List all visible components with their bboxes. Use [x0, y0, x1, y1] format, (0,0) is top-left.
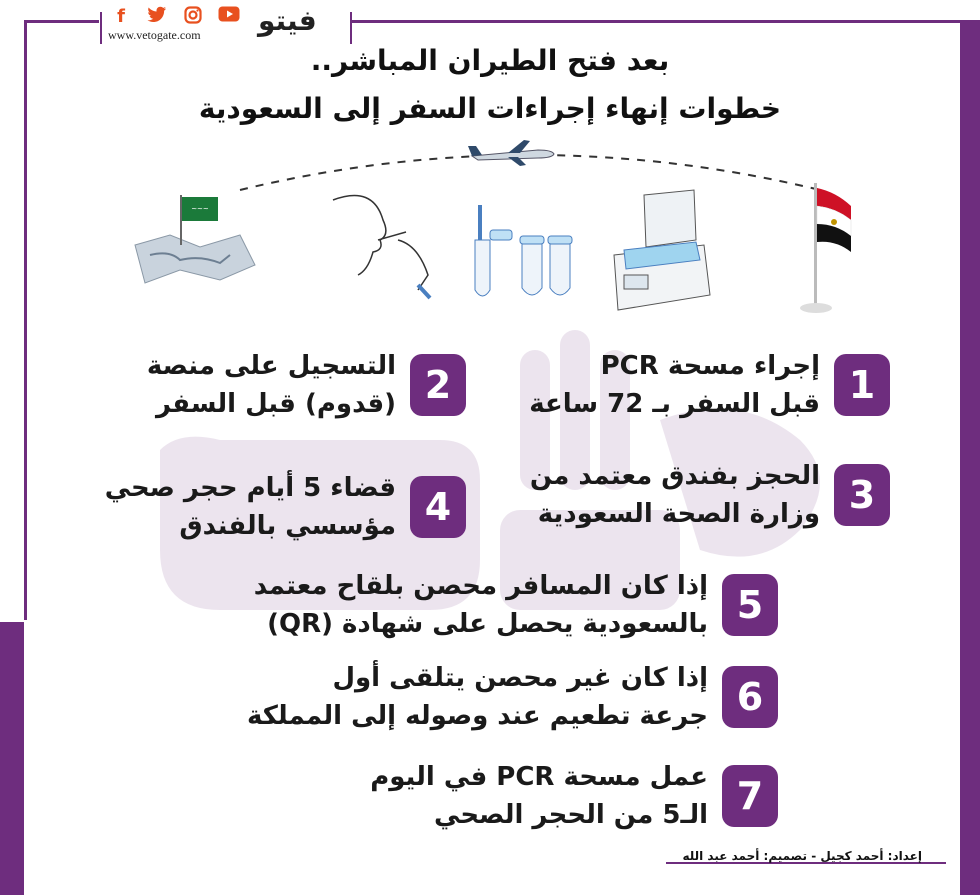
step-number: 2: [410, 354, 466, 416]
egypt-flag-icon: [796, 178, 866, 318]
frame-top-left: [24, 20, 99, 23]
frame-top-right: [352, 20, 962, 23]
logo-text: فيتو: [258, 4, 317, 37]
step-line-1: إجراء مسحة PCR: [600, 351, 820, 381]
credits: إعداد: أحمد كجيل - تصميم: أحمد عبد الله: [682, 849, 922, 863]
instagram-icon[interactable]: [182, 6, 204, 28]
frame-right-bar: [960, 20, 980, 895]
pcr-machine-icon: [604, 185, 714, 315]
svg-text:~~~: ~~~: [191, 205, 209, 213]
step-text: [105, 469, 410, 545]
step-number: 3: [834, 464, 890, 526]
header: [100, 4, 350, 44]
step-line-2: قبل السفر بـ 72 ساعة: [529, 389, 820, 419]
header-separator: [100, 12, 102, 44]
step-6: [232, 659, 778, 735]
step-text: [370, 758, 722, 834]
youtube-icon[interactable]: [218, 6, 240, 28]
frame-left-bar: [0, 622, 24, 895]
step-number: 6: [722, 666, 778, 728]
step-line-1: قضاء 5 أيام حجر صحي: [104, 473, 396, 503]
step-line-1: إذا كان المسافر محصن بلقاح معتمد: [253, 571, 708, 601]
saudi-map-icon: [130, 175, 260, 295]
step-1: [529, 347, 890, 423]
airplane-icon: [468, 138, 558, 168]
step-line-1: عمل مسحة PCR في اليوم: [370, 762, 708, 792]
step-line-2: (قدوم) قبل السفر: [156, 389, 396, 419]
step-line-2: مؤسسي بالفندق: [179, 511, 396, 541]
step-text: [254, 567, 722, 643]
step-line-2: بالسعودية يحصل على شهادة (QR): [267, 609, 708, 639]
twitter-icon[interactable]: [146, 6, 168, 28]
step-line-1: الحجز بفندق معتمد من: [529, 461, 820, 491]
step-text: [147, 347, 410, 423]
logo: [258, 4, 317, 37]
test-tubes-icon: [470, 200, 580, 305]
frame-left: [24, 20, 27, 620]
step-number: 5: [722, 574, 778, 636]
step-line-2: جرعة تطعيم عند وصوله إلى المملكة: [247, 701, 708, 731]
step-number: 1: [834, 354, 890, 416]
step-text: [530, 457, 834, 533]
header-separator-2: [350, 12, 352, 44]
step-line-2: وزارة الصحة السعودية: [537, 499, 820, 529]
facebook-icon[interactable]: f: [117, 6, 125, 27]
website-url[interactable]: www.vetogate.com: [108, 28, 201, 42]
step-line-1: إذا كان غير محصن يتلقى أول: [332, 663, 708, 693]
step-number: 7: [722, 765, 778, 827]
step-4: [106, 469, 466, 545]
step-5: [240, 567, 778, 643]
social-icons: [110, 6, 240, 28]
step-text: [529, 347, 834, 423]
title-line-2: خطوات إنهاء إجراءات السفر إلى السعودية: [198, 92, 782, 125]
step-line-1: التسجيل على منصة: [146, 351, 396, 381]
step-2: [136, 347, 466, 423]
step-number: 4: [410, 476, 466, 538]
step-text: [247, 659, 722, 735]
title-line-1: بعد فتح الطيران المباشر..: [310, 44, 670, 77]
step-3: [529, 457, 890, 533]
nasal-swab-icon: [318, 190, 438, 300]
step-line-2: الـ5 من الحجر الصحي: [434, 800, 708, 830]
step-7: [352, 758, 778, 834]
